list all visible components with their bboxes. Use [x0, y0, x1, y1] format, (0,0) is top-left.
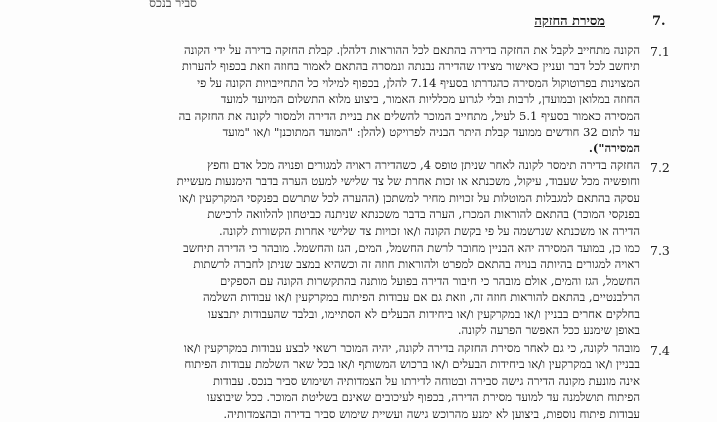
clause-paragraph	[70, 157, 640, 239]
header-fragment: סביר בנכס	[149, 0, 197, 10]
clause-number: 7.3	[650, 243, 670, 258]
clause-line: עסקה בהתאם למגבלות המוטלות על זכויות מחיר למשתכן (ההערה לכל שתרשם בפנקסי המקרקעין ו/או	[178, 190, 640, 205]
clause-line: בפנקסי המוכר) בהתאם להוראות המכרז, הערה בדבר משכנתא שניתנה כביטחון להלוואה לרכישת	[207, 207, 640, 222]
clause-line: הפיתוח תושלמנה עד למועד מסירת הדירה, בכפוף לעיכובים שאינם בשליטת המוכר. ככל שיבוצעו	[206, 390, 640, 405]
clause-line: הקונה מתחייב לקבל את החזקה בדירה בהתאם לכל ההוראות דלהלן. קבלת החזקה בדירה על ידי הקונה	[183, 43, 640, 57]
clause-line: הדירה או משכנתא שנרשמה על פי בקשת הקונה ו/או זכויות צד שלישי אחרות הקשורות לקונה.	[219, 223, 640, 238]
clause-line: הרלבנטיים, בהתאם להוראות חוזה זה, וזאת גם אם עבודות הפיתוח במקרקעין ו/או עבודות השלמה	[202, 290, 640, 305]
clause-line: תיחשב לכל דבר ועניין כאישור מצידו שהדירה נבנתה ונמסרה בהתאם לאמור בחוזה וזאת בכפוף להערות	[181, 59, 640, 74]
clause-paragraph	[70, 42, 640, 157]
clause-line: וחופשיה מכל שעבוד, עיקול, משכנתא או זכות אחרת של צד שלישי למעט הערה בדבר הימנעות מעשיית	[176, 174, 640, 189]
section-title: מסירת החזקה	[534, 14, 605, 29]
clause-paragraph	[70, 340, 640, 422]
clause-line: המסירה").	[588, 141, 640, 156]
clause-line: מובהר לקונה, כי גם לאחר מסירת החזקה בדירה לקונה, יהיה המוכר רשאי לבצע עבודות במקרקעין ו/או	[183, 341, 640, 355]
section-number: 7.	[652, 14, 666, 29]
clause-line: בחלקים אחרים בבניין ו/או במקרקעין ו/או ביחידות הבעלים לא הסתיימו, ובלבד שהעבודות יתבצעו	[207, 306, 640, 321]
clause-line: המצוינות בפרוטוקול המסירה כהגדרתו בסעיף 7.14 להלן, בכפוף למילוי כל התחייבויות הקונה על פי	[197, 75, 640, 90]
clause-number: 7.1	[650, 44, 670, 59]
clause-line: באופן שימנע ככל האפשר הפרעה לקונה.	[457, 323, 640, 338]
clause-number: 7.2	[650, 160, 670, 175]
clause-line: כמו כן, במועד המסירה יהא הבניין מחובר לרשת החשמל, המים, הגז והחשמל. מובהר כי הדירה תיחשב	[183, 241, 640, 255]
clause-line: ראויה למגורים בהיותה בנויה בהתאם למפרט ולהוראות חוזה זה וכשהיא במצב שניתן לחברה לרשתות	[193, 257, 640, 272]
clause-line: החשמל, הגז והמים, אולם מובהר כי חיבור הדירה בפועל מותנה בהתקשרות הקונה עם הספקים	[219, 273, 640, 288]
clause-line: אינה מונעת מקונה הדירה גישה סבירה ובטוחה לדירתו על הצמדותיה ושימוש סביר בנכס. עבודות	[212, 373, 640, 388]
clause-line: החוזה במלואן ובמועדן, לרבות ובלי לגרוע מכלליות האמור, ביצוע מלוא התשלום המיועד למועד	[220, 92, 640, 107]
clause-line: בבניין ו/או במקרקעין ו/או ביחידות הבעלים ו/או ברכוש המשותף ו/או בכל שאר השלמת עבודות הפיתוח	[184, 357, 640, 372]
clause-line: עבודות פיתוח נוספות, ביצוען לא ימנע מהרוכש גישה ועשיית שימוש סביר בדירה ובהצמדותיה.	[223, 406, 640, 421]
clause-line: החזקה בדירה תימסר לקונה לאחר שניתן טופס 4, כשהדירה ראויה למגורים ופנויה מכל אדם וחפץ	[207, 158, 640, 172]
clause-number: 7.4	[650, 343, 670, 358]
clause-line: המסירה כאמור בסעיף 5.1 לעיל, מתחייב המוכר להשלים את בניית הדירה ולמסור לקונה את החזקה בה	[178, 108, 640, 123]
clause-paragraph	[70, 240, 640, 338]
clause-line: עד לתום 32 חודשים ממועד קבלת היתר הבניה לפרויקט (להלן: "המועד המתוכנן" ו/או "מועד	[222, 125, 640, 140]
